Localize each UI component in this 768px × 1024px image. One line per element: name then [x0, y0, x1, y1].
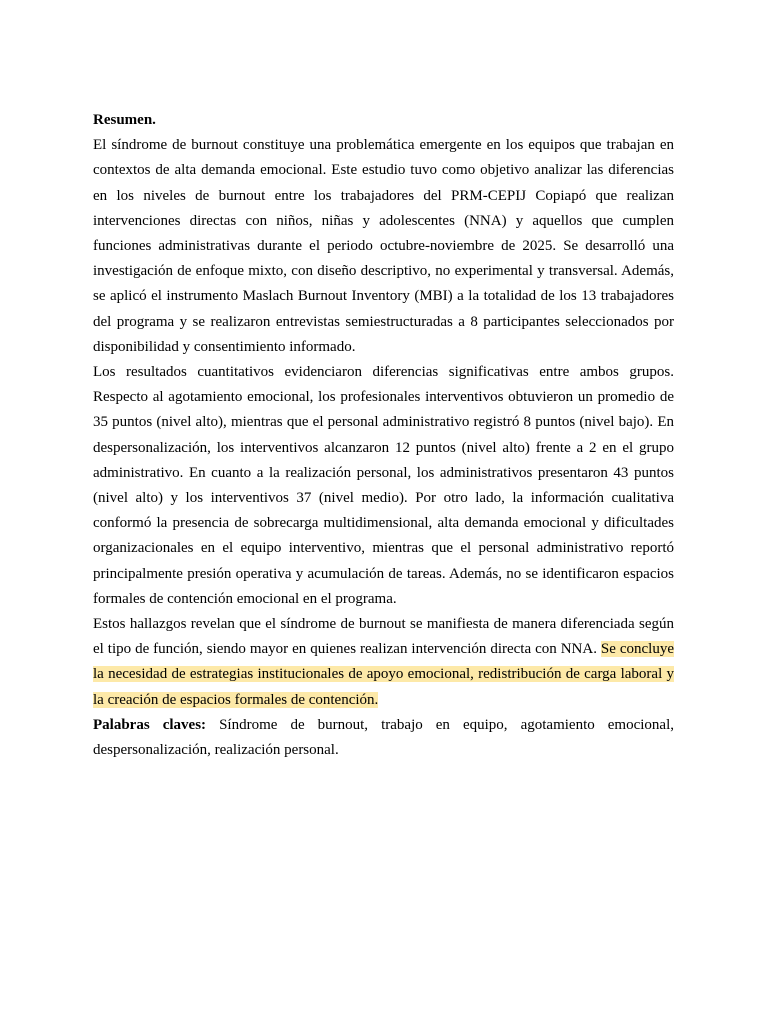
abstract-paragraph-2: Los resultados cuantitativos evidenciaron diferencias significativas entre ambos grupos. Respecto al agotamiento emocional, los profesionales interventivos obtuvieron un promedio de 35 puntos (nivel alto), mientras que el personal administrativo registró 8 puntos (nivel bajo). En despersonalización, los interventivos alcanzaron 12 puntos (nivel alto) frente a 2 en el grupo administrativo. En cuanto a la realización personal, los administrativos presentaron 43 puntos (nivel alto) y los interventivos 37 (nivel medio). Por otro lado, la información cualitativa conformó la presencia de sobrecarga multidimensional, alta demanda emocional y dificultades organizacionales en el equipo interventivo, mientras que el personal administrativo reportó principalmente presión operativa y acumulación de tareas. Además, no se identificaron espacios formales de contención emocional en el programa. [93, 364, 674, 607]
highlighted-conclusion: Se concluye la necesidad de estrategias institucionales de apoyo emocional, redistribución de carga laboral y la creación de espacios formales de contención. [93, 641, 675, 708]
abstract-paragraph-1: El síndrome de burnout constituye una problemática emergente en los equipos que trabajan en contextos de alta demanda emocional. Este estudio tuvo como objetivo analizar las diferencias en los niveles de burnout entre los trabajadores del PRM-CEPIJ Copiapó que realizan intervenciones directas con niños, niñas y adolescentes (NNA) y aquellos que cumplen funciones administrativas durante el periodo octubre-noviembre de 2025. Se desarrolló una investigación de enfoque mixto, con diseño descriptivo, no experimental y transversal. Además, se aplicó el instrumento Maslach Burnout Inventory (MBI) a la totalidad de los 13 trabajadores del programa y se realizaron entrevistas semiestructuradas a 8 participantes seleccionados por disponibilidad y consentimiento informado. [93, 137, 674, 355]
keywords-text: Síndrome de burnout, trabajo en equipo, agotamiento emocional, despersonalización, realización personal. [93, 716, 674, 759]
keywords-label: Palabras claves: [93, 716, 207, 733]
abstract-title: Resumen. [93, 112, 156, 128]
abstract-paragraph-3 [93, 612, 674, 713]
keywords-paragraph [93, 713, 674, 763]
paragraph-3-text: Estos hallazgos revelan que el síndrome de burnout se manifiesta de manera diferenciada según el tipo de función, siendo mayor en quienes realizan intervención directa con NNA. [93, 616, 674, 658]
document-page [93, 108, 674, 763]
